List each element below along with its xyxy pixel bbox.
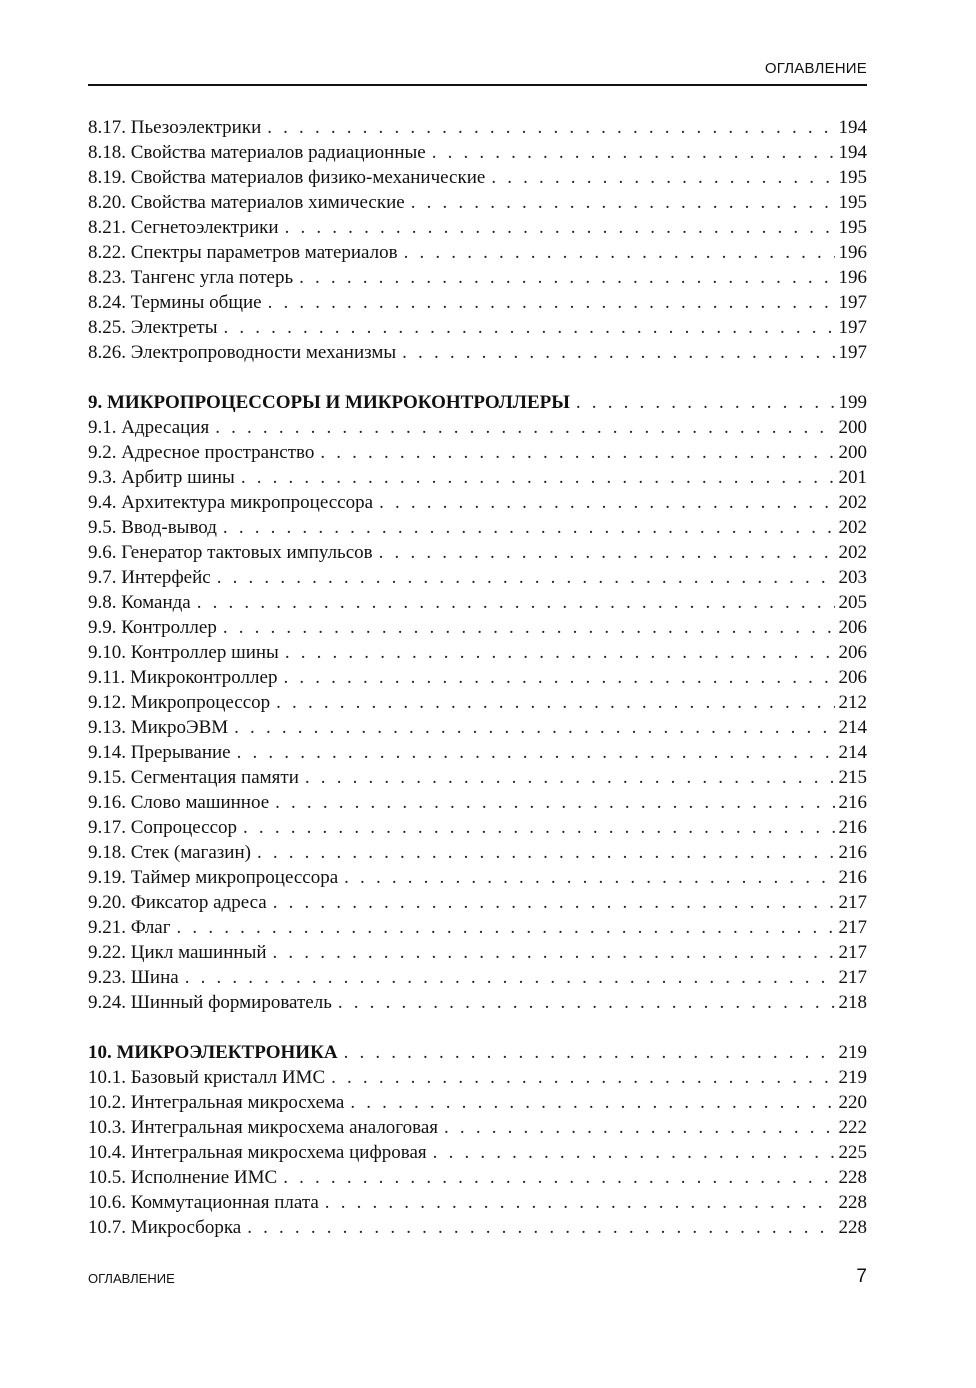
toc-entry-page: 202	[838, 542, 867, 563]
header-rule	[88, 84, 867, 86]
dot-leader	[185, 965, 835, 990]
dot-leader	[331, 1065, 834, 1090]
toc-entry[interactable]	[88, 940, 867, 965]
dot-leader	[444, 1115, 834, 1140]
toc-entry-title: 9.24. Шинный формирователь	[88, 992, 332, 1013]
toc-entry-title: 9.20. Фиксатор адреса	[88, 892, 267, 913]
dot-leader	[305, 765, 835, 790]
toc-entry-title: 10.3. Интегральная микросхема аналоговая	[88, 1117, 439, 1138]
toc-entry-page: 218	[838, 992, 867, 1013]
dot-leader	[237, 740, 835, 765]
toc-entry-title: 9.1. Адресация	[88, 417, 210, 438]
toc-entry-page: 216	[838, 817, 867, 838]
toc-entry[interactable]	[88, 465, 867, 490]
toc-entry-page: 219	[838, 1067, 867, 1088]
toc-entry-page: 216	[838, 842, 867, 863]
toc-entry-page: 219	[838, 1042, 867, 1063]
toc-entry-page: 217	[838, 917, 867, 938]
toc-entry-title: 10.5. Исполнение ИМС	[88, 1167, 278, 1188]
toc-entry-page: 214	[838, 742, 867, 763]
toc-entry[interactable]	[88, 565, 867, 590]
toc-entry-page: 212	[838, 692, 867, 713]
toc-entry[interactable]	[88, 1115, 867, 1140]
toc-entry-page: 195	[838, 167, 867, 188]
dot-leader	[273, 940, 835, 965]
toc-entry-title: 9.4. Архитектура микропроцессора	[88, 492, 374, 513]
toc-entry-page: 214	[838, 717, 867, 738]
toc-entry-title: 10.6. Коммутационная плата	[88, 1192, 319, 1213]
toc-entry-title: 8.23. Тангенс угла потерь	[88, 267, 294, 288]
toc-entry-title: 9.21. Флаг	[88, 917, 171, 938]
table-of-contents	[88, 115, 867, 1240]
toc-entry[interactable]	[88, 665, 867, 690]
dot-leader	[283, 1165, 834, 1190]
dot-leader	[320, 440, 834, 465]
toc-entry[interactable]	[88, 265, 867, 290]
dot-leader	[344, 1040, 835, 1065]
dot-leader	[285, 640, 835, 665]
toc-entry-title: 9.11. Микроконтроллер	[88, 667, 278, 688]
dot-leader	[215, 415, 834, 440]
toc-entry[interactable]	[88, 590, 867, 615]
toc-entry[interactable]	[88, 240, 867, 265]
dot-leader	[411, 190, 835, 215]
toc-entry-page: 217	[838, 967, 867, 988]
toc-entry-page: 197	[838, 292, 867, 313]
toc-entry-title: 9.3. Арбитр шины	[88, 467, 235, 488]
toc-entry-page: 206	[838, 667, 867, 688]
toc-entry[interactable]	[88, 965, 867, 990]
dot-leader	[217, 565, 835, 590]
dot-leader	[268, 290, 835, 315]
toc-entry-title: 9. МИКРОПРОЦЕССОРЫ И МИКРОКОНТРОЛЛЕРЫ	[88, 392, 570, 413]
toc-entry-page: 216	[838, 792, 867, 813]
toc-entry[interactable]	[88, 790, 867, 815]
toc-entry-title: 9.5. Ввод-вывод	[88, 517, 217, 538]
toc-entry-title: 9.22. Цикл машинный	[88, 942, 267, 963]
toc-entry-title: 9.13. МикроЭВМ	[88, 717, 229, 738]
toc-entry-page: 199	[838, 392, 867, 413]
dot-leader	[491, 165, 834, 190]
toc-entry[interactable]	[88, 640, 867, 665]
toc-entry[interactable]	[88, 165, 867, 190]
toc-entry-page: 202	[838, 517, 867, 538]
toc-entry[interactable]	[88, 740, 867, 765]
toc-entry-title: 10. МИКРОЭЛЕКТРОНИКА	[88, 1042, 338, 1063]
toc-entry-page: 220	[838, 1092, 867, 1113]
toc-entry[interactable]	[88, 190, 867, 215]
toc-entry-page: 228	[838, 1217, 867, 1238]
toc-entry[interactable]	[88, 915, 867, 940]
toc-entry-title: 10.2. Интегральная микросхема	[88, 1092, 345, 1113]
dot-leader	[350, 1090, 834, 1115]
toc-entry[interactable]	[88, 690, 867, 715]
toc-entry[interactable]	[88, 1065, 867, 1090]
toc-entry-title: 8.26. Электропроводности механизмы	[88, 342, 397, 363]
dot-leader	[275, 790, 834, 815]
dot-leader	[234, 715, 834, 740]
toc-entry-title: 9.7. Интерфейс	[88, 567, 211, 588]
toc-chapter-heading[interactable]	[88, 390, 867, 415]
page-number: 7	[856, 1266, 867, 1287]
toc-entry-page: 203	[838, 567, 867, 588]
toc-entry-page: 217	[838, 942, 867, 963]
toc-entry-page: 202	[838, 492, 867, 513]
toc-entry[interactable]	[88, 815, 867, 840]
toc-entry[interactable]	[88, 140, 867, 165]
toc-entry[interactable]	[88, 515, 867, 540]
toc-entry-page: 196	[838, 267, 867, 288]
dot-leader	[223, 615, 835, 640]
dot-leader	[223, 315, 834, 340]
toc-entry-page: 200	[838, 417, 867, 438]
dot-leader	[338, 990, 835, 1015]
toc-entry[interactable]	[88, 440, 867, 465]
dot-leader	[241, 465, 835, 490]
dot-leader	[257, 840, 835, 865]
toc-entry-title: 8.25. Электреты	[88, 317, 218, 338]
toc-entry[interactable]	[88, 1215, 867, 1240]
dot-leader	[432, 140, 835, 165]
toc-entry[interactable]	[88, 1140, 867, 1165]
toc-entry-page: 228	[838, 1167, 867, 1188]
toc-entry[interactable]	[88, 890, 867, 915]
toc-entry-page: 206	[838, 642, 867, 663]
toc-entry-title: 9.16. Слово машинное	[88, 792, 270, 813]
dot-leader	[325, 1190, 835, 1215]
toc-chapter-heading[interactable]	[88, 1040, 867, 1065]
dot-leader	[276, 690, 834, 715]
dot-leader	[576, 390, 835, 415]
toc-entry-title: 10.4. Интегральная микросхема цифровая	[88, 1142, 427, 1163]
toc-entry[interactable]	[88, 765, 867, 790]
dot-leader	[433, 1140, 835, 1165]
toc-entry[interactable]	[88, 1190, 867, 1215]
toc-entry-title: 9.18. Стек (магазин)	[88, 842, 251, 863]
dot-leader	[247, 1215, 834, 1240]
toc-entry[interactable]	[88, 990, 867, 1015]
toc-entry-title: 8.17. Пьезоэлектрики	[88, 117, 262, 138]
dot-leader	[402, 340, 834, 365]
toc-entry-page: 200	[838, 442, 867, 463]
toc-entry-page: 216	[838, 867, 867, 888]
toc-entry-title: 8.21. Сегнетоэлектрики	[88, 217, 279, 238]
dot-leader	[273, 890, 835, 915]
toc-entry[interactable]	[88, 315, 867, 340]
toc-entry-title: 9.8. Команда	[88, 592, 191, 613]
toc-entry[interactable]	[88, 415, 867, 440]
toc-entry-title: 8.19. Свойства материалов физико-механические	[88, 167, 486, 188]
toc-entry-title: 9.23. Шина	[88, 967, 179, 988]
toc-entry-page: 194	[838, 142, 867, 163]
toc-entry[interactable]	[88, 540, 867, 565]
toc-entry[interactable]	[88, 1090, 867, 1115]
toc-entry-page: 206	[838, 617, 867, 638]
dot-leader	[285, 215, 835, 240]
toc-entry-page: 196	[838, 242, 867, 263]
toc-entry-page: 194	[838, 117, 867, 138]
dot-leader	[177, 915, 835, 940]
dot-leader	[379, 540, 835, 565]
toc-entry-title: 9.2. Адресное пространство	[88, 442, 315, 463]
dot-leader	[267, 115, 834, 140]
toc-entry[interactable]	[88, 340, 867, 365]
dot-leader	[283, 665, 834, 690]
dot-leader	[344, 865, 834, 890]
toc-entry-title: 9.12. Микропроцессор	[88, 692, 271, 713]
toc-entry-title: 9.14. Прерывание	[88, 742, 231, 763]
footer-label: ОГЛАВЛЕНИЕ	[88, 1271, 175, 1286]
toc-entry-title: 9.15. Сегментация памяти	[88, 767, 299, 788]
toc-entry-title: 9.9. Контроллер	[88, 617, 217, 638]
toc-entry[interactable]	[88, 840, 867, 865]
toc-entry[interactable]	[88, 115, 867, 140]
toc-entry-page: 195	[838, 192, 867, 213]
running-head-title: ОГЛАВЛЕНИЕ	[764, 60, 867, 77]
toc-entry-page: 197	[838, 317, 867, 338]
toc-entry-title: 9.19. Таймер микропроцессора	[88, 867, 339, 888]
toc-entry[interactable]	[88, 490, 867, 515]
toc-entry-title: 10.7. Микросборка	[88, 1217, 242, 1238]
dot-leader	[404, 240, 835, 265]
toc-entry[interactable]	[88, 290, 867, 315]
toc-entry[interactable]	[88, 215, 867, 240]
toc-entry-page: 217	[838, 892, 867, 913]
toc-entry-page: 205	[838, 592, 867, 613]
dot-leader	[197, 590, 835, 615]
toc-entry-title: 8.24. Термины общие	[88, 292, 262, 313]
toc-entry-page: 215	[838, 767, 867, 788]
toc-entry-title: 8.20. Свойства материалов химические	[88, 192, 405, 213]
toc-entry-title: 9.10. Контроллер шины	[88, 642, 279, 663]
toc-entry-page: 225	[838, 1142, 867, 1163]
toc-entry-title: 8.18. Свойства материалов радиационные	[88, 142, 426, 163]
toc-entry-page: 222	[838, 1117, 867, 1138]
toc-entry[interactable]	[88, 715, 867, 740]
toc-entry[interactable]	[88, 615, 867, 640]
dot-leader	[243, 815, 834, 840]
toc-entry-title: 10.1. Базовый кристалл ИМС	[88, 1067, 326, 1088]
toc-entry[interactable]	[88, 1165, 867, 1190]
toc-entry-title: 8.22. Спектры параметров материалов	[88, 242, 398, 263]
toc-entry-page: 195	[838, 217, 867, 238]
toc-entry-page: 201	[838, 467, 867, 488]
toc-entry-page: 197	[838, 342, 867, 363]
dot-leader	[379, 490, 834, 515]
toc-entry[interactable]	[88, 865, 867, 890]
toc-entry-title: 9.6. Генератор тактовых импульсов	[88, 542, 373, 563]
toc-entry-page: 228	[838, 1192, 867, 1213]
toc-entry-title: 9.17. Сопроцессор	[88, 817, 238, 838]
dot-leader	[299, 265, 834, 290]
dot-leader	[223, 515, 835, 540]
